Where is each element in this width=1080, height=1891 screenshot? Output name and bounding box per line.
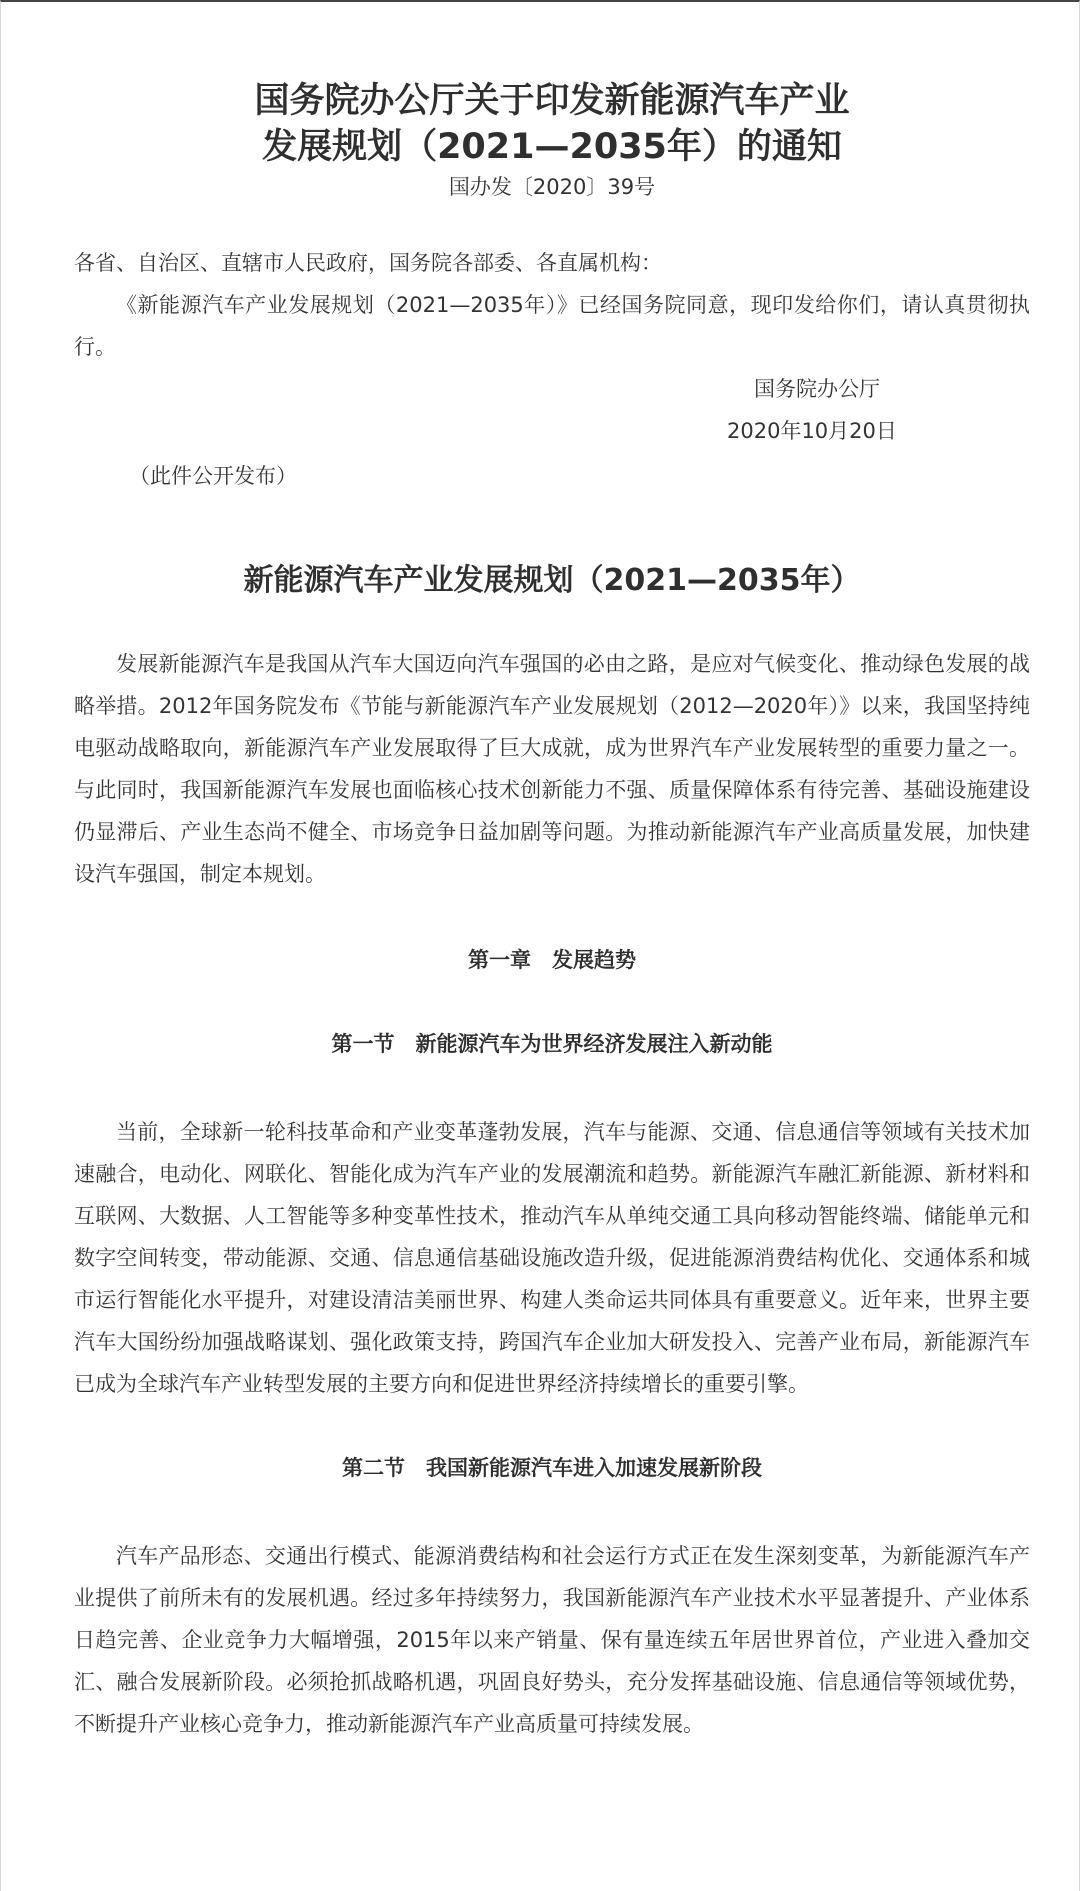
chapter-1-heading: 第一章 发展趋势: [468, 948, 636, 972]
plan-title: 新能源汽车产业发展规划（2021—2035年）: [243, 563, 861, 598]
public-release-note: （此件公开发布）: [129, 464, 297, 488]
document-number: 国办发〔2020〕39号: [448, 175, 656, 199]
signature-organization: 国务院办公厅: [754, 377, 880, 401]
section-2-body: 汽车产品形态、交通出行模式、能源消费结构和社会运行方式正在发生深刻变革，为新能源汽车产业提供了前所未有的发展机遇。经过多年持续努力，我国新能源汽车产业技术水平显著提升、产业体系日趋完善、企业竞争力大幅增强，2015年以来产销量、保有量连续五年居世界首位，产业进入叠加交汇、融合发展新阶段。必须抢抓战略机遇，巩固良好势头，充分发挥基础设施、信息通信等领域优势，不断提升产业核心竞争力，推动新能源汽车产业高质量可持续发展。: [74, 1544, 1030, 1736]
section-1-body: 当前，全球新一轮科技革命和产业变革蓬勃发展，汽车与能源、交通、信息通信等领域有关技术加速融合，电动化、网联化、智能化成为汽车产业的发展潮流和趋势。新能源汽车融汇新能源、新材料和互联网、大数据、人工智能等多种变革性技术，推动汽车从单纯交通工具向移动智能终端、储能单元和数字空间转变，带动能源、交通、信息通信基础设施改造升级，促进能源消费结构优化、交通体系和城市运行智能化水平提升，对建设清洁美丽世界、构建人类命运共同体具有重要意义。近年来，世界主要汽车大国纷纷加强战略谋划、强化政策支持，跨国汽车企业加大研发投入、完善产业布局，新能源汽车已成为全球汽车产业转型发展的主要方向和促进世界经济持续增长的重要引擎。: [74, 1120, 1030, 1396]
notice-title-line1: 国务院办公厅关于印发新能源汽车产业: [254, 81, 850, 121]
notice-title: [74, 78, 1030, 170]
signature-date: 2020年10月20日: [727, 419, 897, 443]
addressee: 各省、自治区、直辖市人民政府，国务院各部委、各直属机构：: [74, 251, 662, 275]
section-2-heading: 第二节 我国新能源汽车进入加速发展新阶段: [342, 1456, 762, 1480]
document: [74, 78, 1030, 1745]
notice-body: 《新能源汽车产业发展规划（2021—2035年）》已经国务院同意，现印发给你们，请认真贯彻执行。: [74, 293, 1030, 359]
notice-title-line2: 发展规划（2021—2035年）的通知: [262, 127, 842, 167]
plan-preface: 发展新能源汽车是我国从汽车大国迈向汽车强国的必由之路，是应对气候变化、推动绿色发展的战略举措。2012年国务院发布《节能与新能源汽车产业发展规划（2012—2020年）》以来，我国坚持纯电驱动战略取向，新能源汽车产业发展取得了巨大成就，成为世界汽车产业发展转型的重要力量之一。与此同时，我国新能源汽车发展也面临核心技术创新能力不强、质量保障体系有待完善、基础设施建设仍显滞后、产业生态尚不健全、市场竞争日益加剧等问题。为推动新能源汽车产业高质量发展，加快建设汽车强国，制定本规划。: [74, 652, 1030, 886]
section-1-heading: 第一节 新能源汽车为世界经济发展注入新动能: [331, 1032, 773, 1056]
